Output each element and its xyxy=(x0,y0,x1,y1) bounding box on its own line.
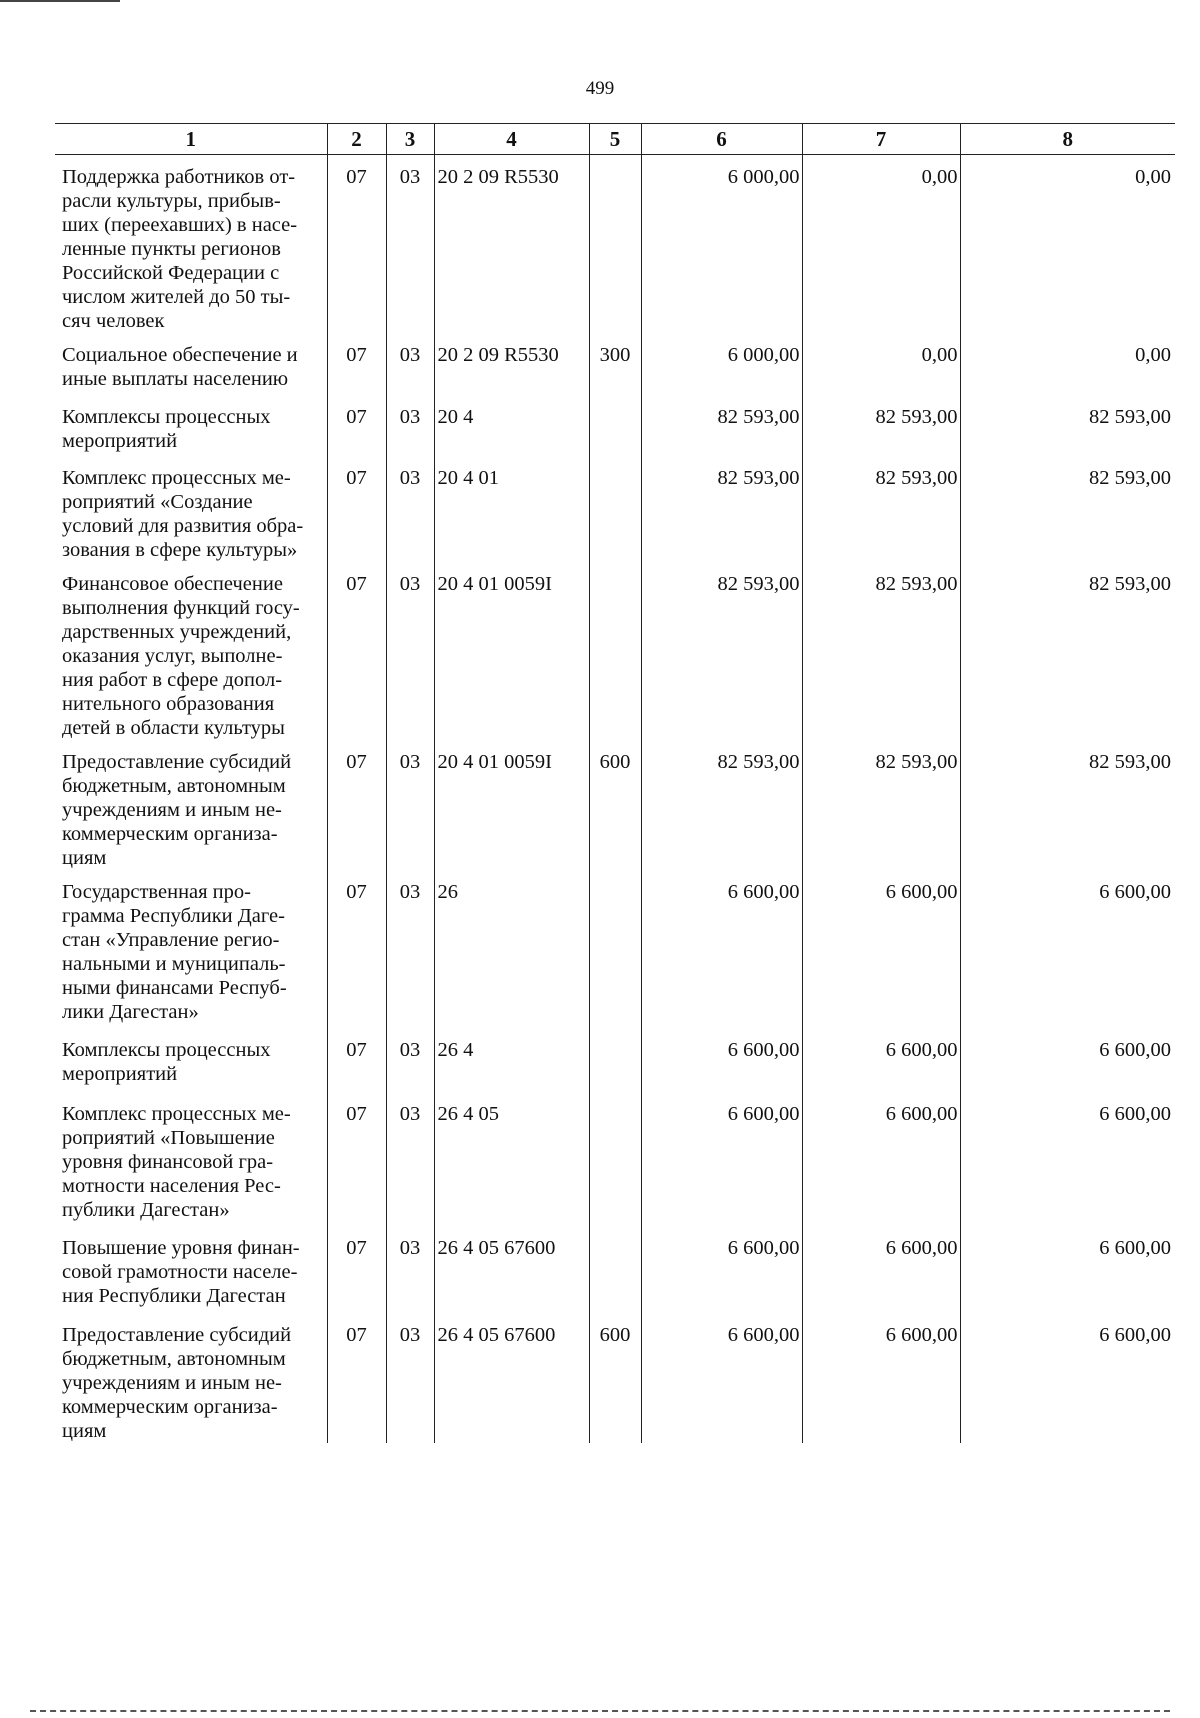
row-amount-col7: 6 600,00 xyxy=(802,1226,960,1313)
row-subsection-code: 03 xyxy=(386,155,434,334)
row-amount-col7: 82 593,00 xyxy=(802,456,960,562)
column-header-5: 5 xyxy=(589,124,641,155)
row-section-code: 07 xyxy=(327,870,386,1028)
table-row xyxy=(55,155,1175,334)
scan-edge-line-top xyxy=(0,0,120,2)
row-amount-col6: 6 600,00 xyxy=(641,1313,802,1443)
row-expense-type-code: 600 xyxy=(589,1313,641,1443)
row-amount-col7: 0,00 xyxy=(802,155,960,334)
row-name: Комплекс процессных ме- роприятий «Создание условий для развития обра- зования в сфере культуры» xyxy=(62,467,304,561)
row-amount-col7: 82 593,00 xyxy=(802,740,960,870)
row-subsection-code: 03 xyxy=(386,456,434,562)
row-section-code: 07 xyxy=(327,395,386,456)
column-header-3: 3 xyxy=(386,124,434,155)
table-row xyxy=(55,870,1175,1028)
row-amount-col8: 6 600,00 xyxy=(960,870,1175,1028)
row-section-code: 07 xyxy=(327,1028,386,1092)
column-header-4: 4 xyxy=(434,124,589,155)
row-subsection-code: 03 xyxy=(386,1313,434,1443)
row-subsection-code: 03 xyxy=(386,395,434,456)
row-amount-col8: 6 600,00 xyxy=(960,1028,1175,1092)
table-row xyxy=(55,1092,1175,1226)
row-amount-col8: 6 600,00 xyxy=(960,1092,1175,1226)
scan-edge-line-bottom xyxy=(30,1710,1170,1712)
row-amount-col7: 0,00 xyxy=(802,333,960,395)
budget-table xyxy=(55,123,1175,1443)
row-amount-col8: 0,00 xyxy=(960,333,1175,395)
row-section-code: 07 xyxy=(327,562,386,740)
row-subsection-code: 03 xyxy=(386,1028,434,1092)
row-target-article-code: 26 4 05 67600 xyxy=(434,1226,589,1313)
table-row xyxy=(55,395,1175,456)
row-amount-col7: 82 593,00 xyxy=(802,562,960,740)
table-header xyxy=(55,124,1175,155)
row-target-article-code: 20 2 09 R5530 xyxy=(434,333,589,395)
table-body xyxy=(55,155,1175,1444)
table-row xyxy=(55,456,1175,562)
row-amount-col8: 6 600,00 xyxy=(960,1226,1175,1313)
row-expense-type-code xyxy=(589,1092,641,1226)
row-expense-type-code xyxy=(589,395,641,456)
page-number: 499 xyxy=(585,78,615,99)
row-expense-type-code xyxy=(589,1028,641,1092)
table-row xyxy=(55,1028,1175,1092)
row-name: Поддержка работников от- расли культуры, прибыв- ших (переехавших) в насе- ленные пункты регионов Российской Федерации с числом жителей до 50 ты- сяч человек xyxy=(62,166,298,332)
column-header-7: 7 xyxy=(802,124,960,155)
row-amount-col8: 6 600,00 xyxy=(960,1313,1175,1443)
table-row xyxy=(55,562,1175,740)
row-target-article-code: 20 4 01 xyxy=(434,456,589,562)
row-amount-col8: 82 593,00 xyxy=(960,456,1175,562)
row-name: Социальное обеспечение и иные выплаты населению xyxy=(62,344,298,390)
row-subsection-code: 03 xyxy=(386,333,434,395)
row-amount-col8: 82 593,00 xyxy=(960,740,1175,870)
header-row xyxy=(55,124,1175,155)
row-amount-col6: 6 000,00 xyxy=(641,155,802,334)
row-target-article-code: 20 4 xyxy=(434,395,589,456)
row-amount-col6: 6 600,00 xyxy=(641,1092,802,1226)
row-name: Повышение уровня финан- совой грамотности населе- ния Республики Дагестан xyxy=(62,1237,300,1307)
table-row xyxy=(55,1313,1175,1443)
row-amount-col7: 6 600,00 xyxy=(802,1092,960,1226)
row-section-code: 07 xyxy=(327,456,386,562)
row-section-code: 07 xyxy=(327,333,386,395)
row-section-code: 07 xyxy=(327,1226,386,1313)
row-amount-col6: 6 600,00 xyxy=(641,1226,802,1313)
row-subsection-code: 03 xyxy=(386,1092,434,1226)
row-amount-col7: 6 600,00 xyxy=(802,1313,960,1443)
row-amount-col6: 6 600,00 xyxy=(641,870,802,1028)
table-row xyxy=(55,333,1175,395)
row-target-article-code: 26 4 05 67600 xyxy=(434,1313,589,1443)
row-subsection-code: 03 xyxy=(386,740,434,870)
row-target-article-code: 20 4 01 0059I xyxy=(434,562,589,740)
row-amount-col8: 82 593,00 xyxy=(960,395,1175,456)
table-row xyxy=(55,1226,1175,1313)
row-name: Комплексы процессных мероприятий xyxy=(62,1039,271,1085)
row-expense-type-code xyxy=(589,562,641,740)
row-amount-col8: 0,00 xyxy=(960,155,1175,334)
row-subsection-code: 03 xyxy=(386,870,434,1028)
row-section-code: 07 xyxy=(327,1092,386,1226)
row-expense-type-code xyxy=(589,155,641,334)
column-header-1: 1 xyxy=(55,124,327,155)
row-name: Предоставление субсидий бюджетным, автономным учреждениям и иным не- коммерческим организа- циям xyxy=(62,1324,292,1442)
row-section-code: 07 xyxy=(327,1313,386,1443)
row-target-article-code: 26 4 05 xyxy=(434,1092,589,1226)
row-section-code: 07 xyxy=(327,155,386,334)
row-expense-type-code xyxy=(589,456,641,562)
row-subsection-code: 03 xyxy=(386,1226,434,1313)
column-header-8: 8 xyxy=(960,124,1175,155)
row-name: Предоставление субсидий бюджетным, автономным учреждениям и иным не- коммерческим организа- циям xyxy=(62,751,292,869)
row-expense-type-code: 300 xyxy=(589,333,641,395)
row-target-article-code: 20 2 09 R5530 xyxy=(434,155,589,334)
row-expense-type-code xyxy=(589,1226,641,1313)
row-amount-col7: 82 593,00 xyxy=(802,395,960,456)
row-name: Комплексы процессных мероприятий xyxy=(62,406,271,452)
row-name: Финансовое обеспечение выполнения функций госу- дарственных учреждений, оказания услуг, выполне- ния работ в сфере допол- нительного образования детей в области культуры xyxy=(62,573,300,739)
column-header-6: 6 xyxy=(641,124,802,155)
table-row xyxy=(55,740,1175,870)
row-subsection-code: 03 xyxy=(386,562,434,740)
row-section-code: 07 xyxy=(327,740,386,870)
row-amount-col7: 6 600,00 xyxy=(802,1028,960,1092)
row-expense-type-code: 600 xyxy=(589,740,641,870)
row-target-article-code: 26 xyxy=(434,870,589,1028)
row-name: Комплекс процессных ме- роприятий «Повышение уровня финансовой гра- мотности населения Рес- публики Дагестан» xyxy=(62,1103,291,1221)
row-amount-col8: 82 593,00 xyxy=(960,562,1175,740)
row-amount-col6: 82 593,00 xyxy=(641,395,802,456)
row-expense-type-code xyxy=(589,870,641,1028)
row-target-article-code: 26 4 xyxy=(434,1028,589,1092)
row-amount-col6: 82 593,00 xyxy=(641,562,802,740)
row-amount-col6: 6 600,00 xyxy=(641,1028,802,1092)
row-amount-col6: 82 593,00 xyxy=(641,740,802,870)
row-name: Государственная про- грамма Республики Даге- стан «Управление регио- нальными и муниципаль- ными финансами Респуб- лики Дагестан» xyxy=(62,881,287,1023)
row-amount-col6: 82 593,00 xyxy=(641,456,802,562)
row-target-article-code: 20 4 01 0059I xyxy=(434,740,589,870)
row-amount-col7: 6 600,00 xyxy=(802,870,960,1028)
row-amount-col6: 6 000,00 xyxy=(641,333,802,395)
column-header-2: 2 xyxy=(327,124,386,155)
